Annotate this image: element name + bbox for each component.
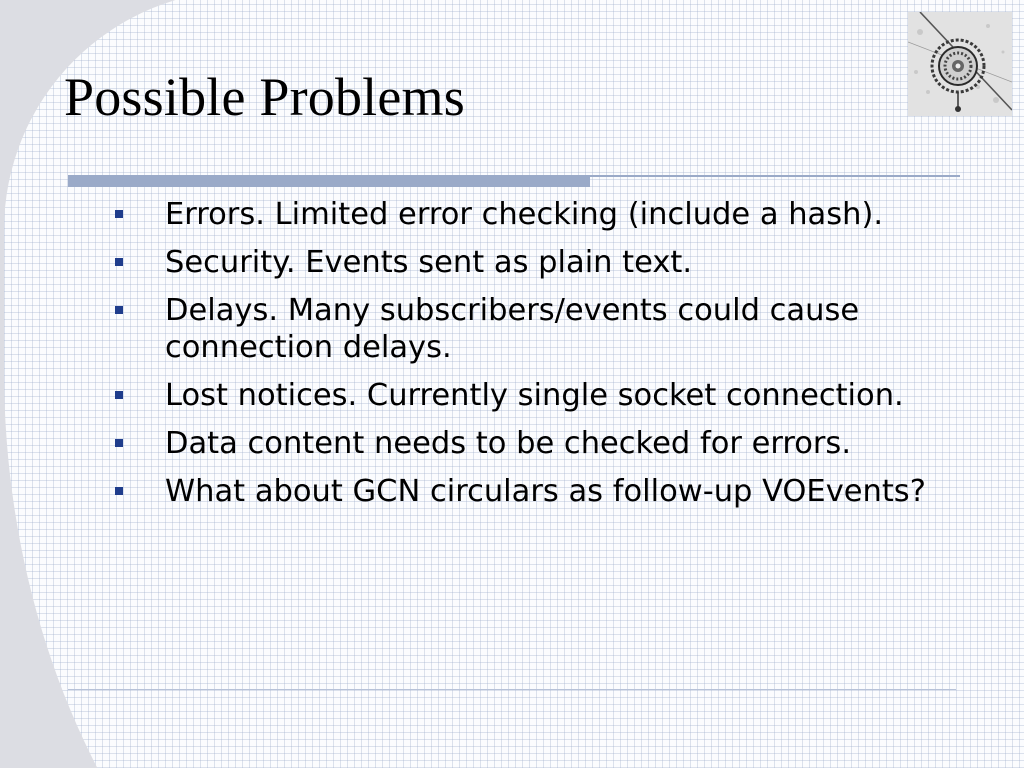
title-underline-thin — [590, 175, 960, 177]
footer-rule — [68, 689, 956, 690]
slide-title: Possible Problems — [64, 67, 465, 127]
bullet-text: Data content needs to be checked for errors. — [165, 426, 852, 461]
bullet-item — [115, 196, 945, 233]
title-underline-thick — [68, 175, 590, 187]
square-bullet-icon — [115, 487, 123, 495]
bullet-text: Delays. Many subscribers/events could cause connection delays. — [165, 293, 860, 365]
bullet-item — [115, 425, 945, 462]
square-bullet-icon — [115, 439, 123, 447]
bullet-text: Errors. Limited error checking (include a hash). — [165, 197, 884, 232]
square-bullet-icon — [115, 391, 123, 399]
bullet-text: Security. Events sent as plain text. — [165, 245, 693, 280]
bullet-text: What about GCN circulars as follow-up VOEvents? — [165, 474, 926, 509]
bullet-item — [115, 377, 945, 414]
bullet-item — [115, 244, 945, 281]
square-bullet-icon — [115, 210, 123, 218]
bullet-item — [115, 473, 945, 510]
telescope-image-icon — [908, 12, 1012, 116]
bullet-text: Lost notices. Currently single socket connection. — [165, 378, 904, 413]
bullet-list — [115, 196, 945, 521]
square-bullet-icon — [115, 258, 123, 266]
square-bullet-icon — [115, 306, 123, 314]
bullet-item — [115, 292, 945, 366]
